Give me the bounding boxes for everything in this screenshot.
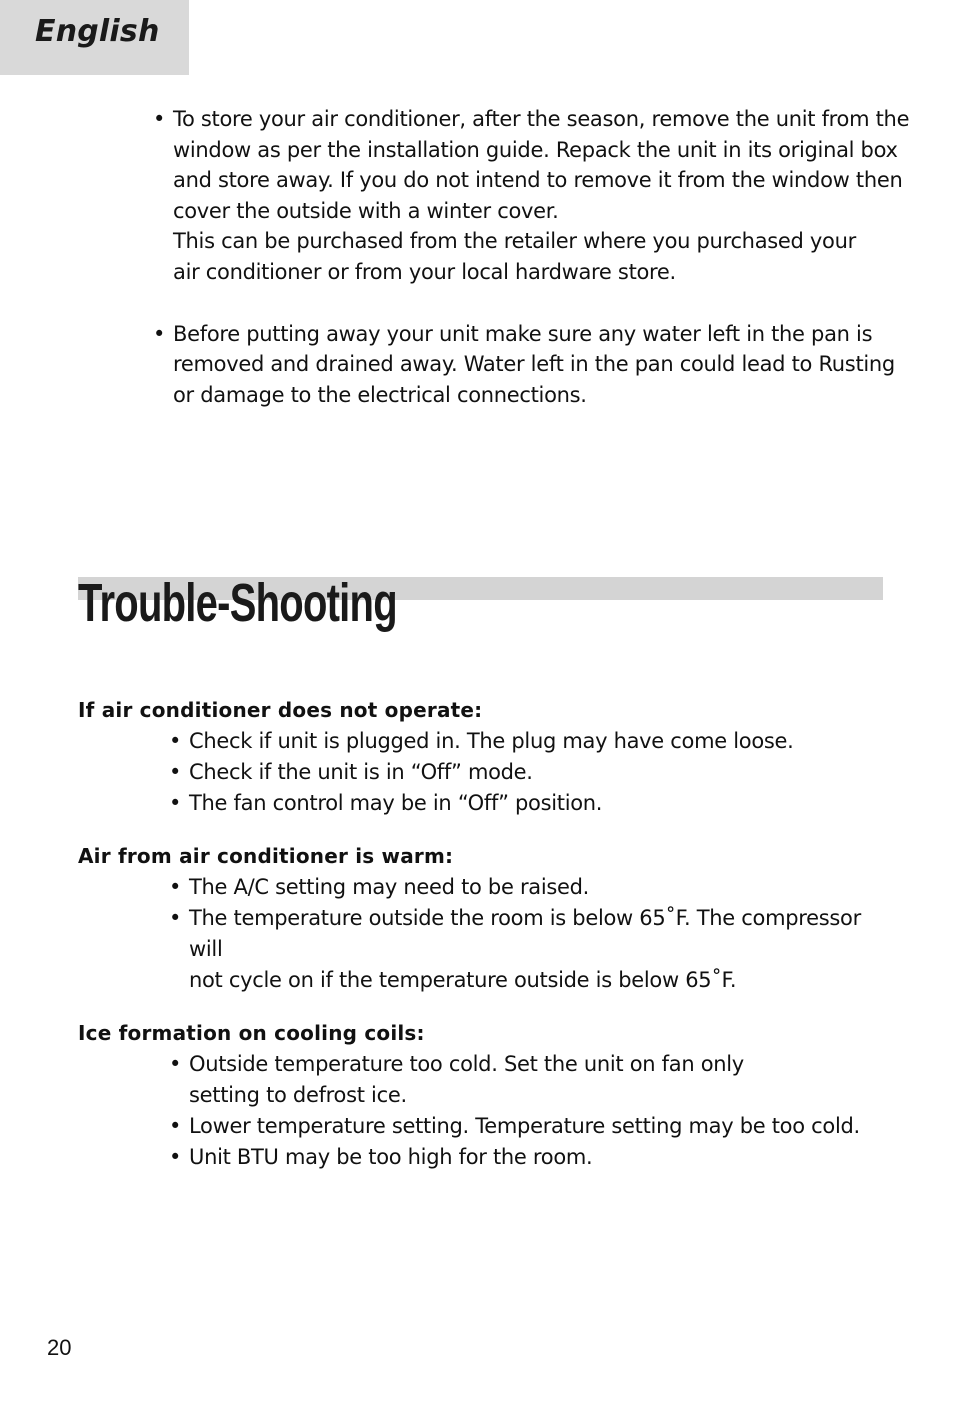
text-line: Lower temperature setting. Temperature setting may be too cold.: [189, 1114, 860, 1138]
trouble-group: [78, 1018, 878, 1173]
trouble-bullet: [169, 903, 878, 996]
text-line: removed and drained away. Water left in the pan could lead to Rusting: [173, 352, 895, 377]
trouble-bullet: [169, 726, 878, 757]
bullet-icon: •: [169, 791, 182, 815]
bullet-icon: •: [169, 1145, 182, 1169]
trouble-bullet: [169, 788, 878, 819]
text-line: cover the outside with a winter cover.: [173, 198, 559, 223]
trouble-bullet: [169, 1142, 878, 1173]
text-line: The temperature outside the room is below 65˚F. The compressor will: [189, 906, 861, 961]
text-line: Check if unit is plugged in. The plug may have come loose.: [189, 729, 794, 753]
bullet-icon: •: [169, 906, 182, 930]
section-title: Trouble-Shooting: [78, 573, 397, 633]
text-line: not cycle on if the temperature outside is below 65˚F.: [189, 968, 737, 992]
storage-bullet: [153, 104, 913, 288]
bullet-icon: •: [169, 729, 182, 753]
bullet-icon: •: [169, 1052, 182, 1076]
text-line: The fan control may be in “Off” position.: [189, 791, 603, 815]
bullet-icon: •: [169, 875, 182, 899]
text-line: or damage to the electrical connections.: [173, 382, 587, 407]
group-heading: Air from air conditioner is warm:: [78, 844, 454, 868]
storage-instructions: [153, 104, 913, 410]
text-line: Unit BTU may be too high for the room.: [189, 1145, 593, 1169]
trouble-bullet: [169, 1111, 878, 1142]
trouble-bullet: [169, 872, 878, 903]
text-line: window as per the installation guide. Repack the unit in its original box: [173, 137, 898, 162]
group-heading: Ice formation on cooling coils:: [78, 1021, 425, 1045]
page-number: 20: [47, 1335, 72, 1360]
language-label: English: [35, 14, 160, 49]
text-line: To store your air conditioner, after the season, remove the unit from the: [173, 107, 910, 131]
trouble-bullet: [169, 757, 878, 788]
text-line: This can be purchased from the retailer where you purchased your: [173, 229, 856, 254]
text-line: air conditioner or from your local hardware store.: [173, 259, 676, 284]
language-tab: [0, 0, 189, 75]
trouble-bullet: [169, 1049, 878, 1111]
text-line: The A/C setting may need to be raised.: [189, 875, 590, 899]
text-line: Outside temperature too cold. Set the unit on fan only: [189, 1052, 744, 1076]
trouble-group: [78, 695, 878, 819]
group-heading: If air conditioner does not operate:: [78, 698, 483, 722]
storage-bullet: [153, 319, 913, 411]
troubleshooting-list: [78, 695, 878, 1195]
bullet-icon: •: [153, 107, 166, 131]
text-line: setting to defrost ice.: [189, 1083, 407, 1107]
bullet-icon: •: [153, 321, 166, 346]
text-line: Check if the unit is in “Off” mode.: [189, 760, 533, 784]
text-line: and store away. If you do not intend to remove it from the window then: [173, 168, 903, 193]
bullet-icon: •: [169, 1114, 182, 1138]
text-line: Before putting away your unit make sure any water left in the pan is: [173, 321, 873, 346]
trouble-group: [78, 841, 878, 996]
bullet-icon: •: [169, 760, 182, 784]
